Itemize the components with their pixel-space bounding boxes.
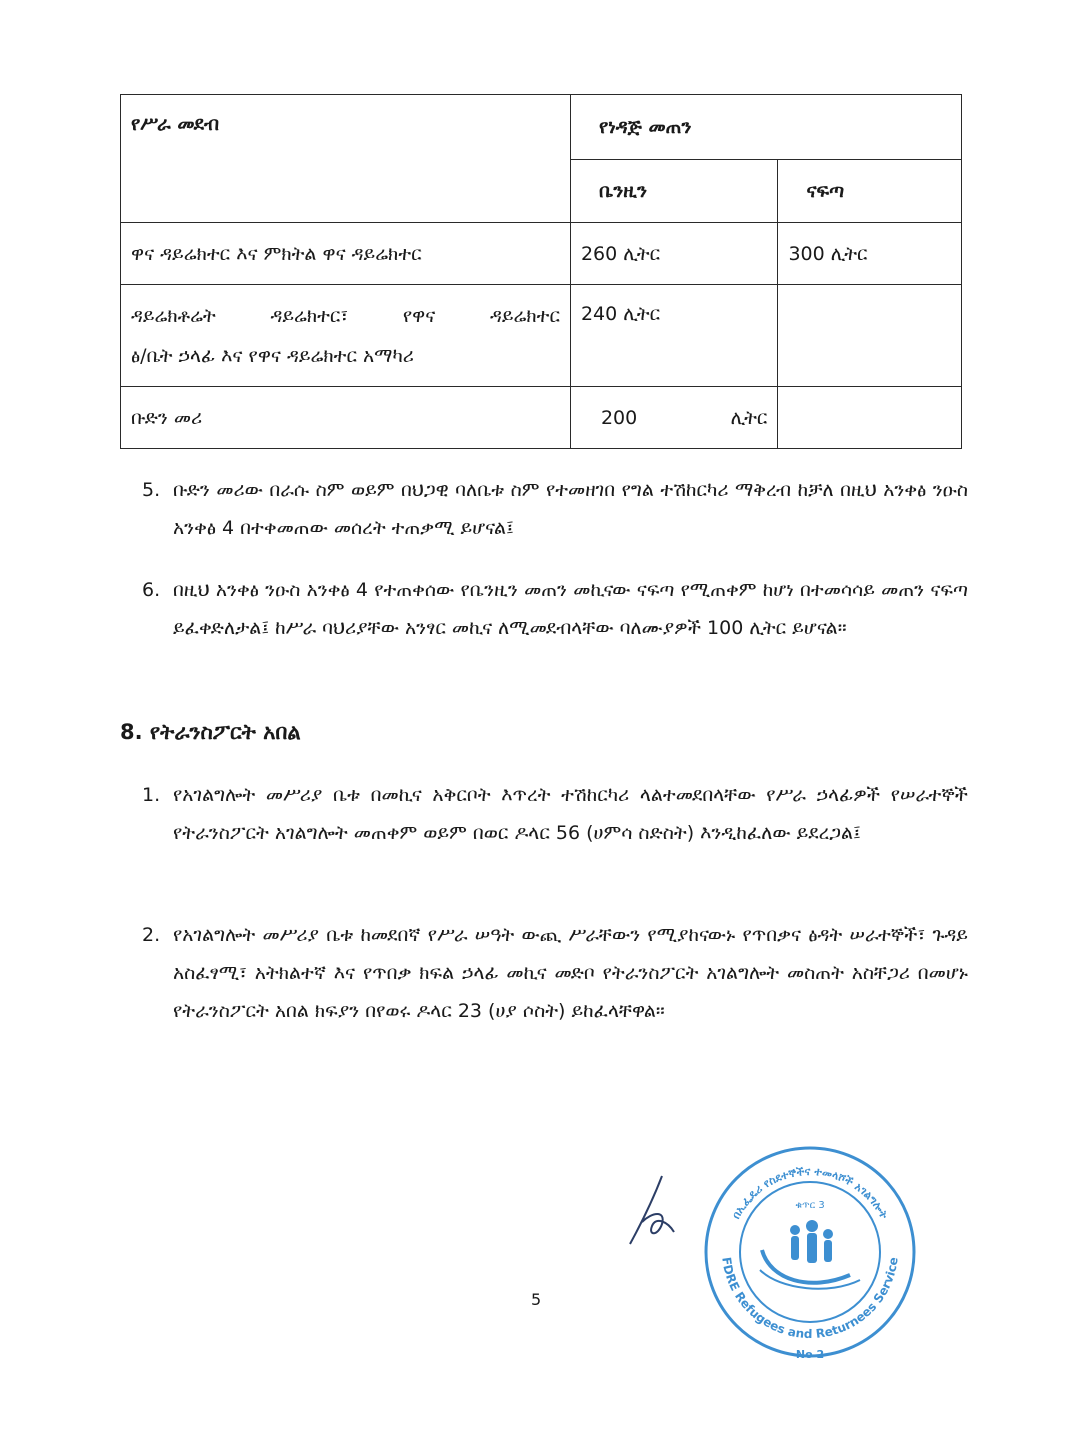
section-heading (120, 720, 301, 745)
row2-job (121, 285, 571, 387)
header-diesel-cell (778, 160, 962, 223)
row2-benzine: 240 ሊትር (570, 285, 777, 387)
row2-job-line1: ዳይሬክቶሬት ዳይሬክተር፣ የዋና ዳይሬክተር (131, 304, 560, 327)
item-5-text: ቡድን መሪው በራሱ ስም ወይም በህጋዊ ባለቤቱ ስም የተመዘገበ የግል ተሽከርካሪ ማቅረብ ከቻለ በዚህ አንቀፅ ንዑስ አንቀፅ 4 በተቀመጠው መሰረት ተጠቃሚ ይሆናል፤ (173, 479, 968, 539)
table-row (121, 223, 962, 285)
section-title: የትራንስፖርት አበል (149, 720, 301, 744)
svg-text:FDRE Refugees and Returnees Se (719, 1256, 900, 1341)
svg-text:በኢፌዴሪ የስደተኞችና ተመላሾች አገልግሎት (729, 1165, 890, 1222)
header-amount: የነዳጅ መጠን (598, 116, 692, 138)
item-5-number: 5. (142, 479, 161, 501)
header-benzine: ቤንዚን (598, 180, 648, 202)
stamp-number-bottom: No 2 (795, 1348, 825, 1361)
row2-diesel (778, 285, 962, 387)
table-row (121, 285, 962, 387)
signature-icon (622, 1172, 682, 1252)
stamp-top-text: በኢፌዴሪ የስደተኞችና ተመላሾች አገልግሎት (729, 1164, 891, 1222)
row1-benzine: 260 ሊትር (570, 223, 777, 285)
row3-benzine (570, 387, 777, 449)
section-number: 8. (120, 720, 143, 744)
item-b2-number: 2. (142, 924, 161, 946)
item-6-text: በዚህ አንቀፅ ንዑስ አንቀፅ 4 የተጠቀሰው የቤንዚን መጠን መኪናው ናፍጣ የሚጠቀም ከሆነ በተመሳሳይ መጠን ናፍጣ ይፈቀድለታል፤ ከሥራ ባህሪያቸው አንፃር መኪና ለሚመደብላቸው ባለሙያዎች 100 ሊትር ይሆናል። (173, 579, 968, 639)
stamp-emblem-icon (760, 1220, 860, 1289)
stamp-number-top: ቁጥር 3 (795, 1200, 825, 1211)
official-stamp (700, 1130, 920, 1370)
item-b1-text: የአገልግሎት መሥሪያ ቤቱ በመኪና አቅርቦት እጥረት ተሽከርካሪ ላልተመደበላቸው የሥራ ኃላፊዎች የሠራተኞች የትራንስፖርት አገልግሎት መጠቀም ወይም በወር ዶላር 56 (ሀምሳ ስድስት) እንዲከፈለው ይደረጋል፤ (173, 784, 968, 844)
header-job-cell (121, 95, 571, 223)
row3-diesel (778, 387, 962, 449)
item-b2-text: የአገልግሎት መሥሪያ ቤቱ ከመደበኛ የሥራ ሠዓት ውጪ ሥራቸውን የሚያከናውኑ የጥበቃና ፅዳት ሠራተኞች፣ ጉዳይ አስፈፃሚ፣ አትክልተኛ እና የጥበቃ ክፍል ኃላፊ መኪና መድቦ የትራንስፖርት አገልግሎት መስጠት አስቸጋሪ በመሆኑ የትራንስፖርት አበል ክፍያን በየወሩ ዶላር 23 (ሀያ ሶስት) ይከፈላቸዋል። (173, 924, 968, 1022)
row1-diesel: 300 ሊትር (778, 223, 962, 285)
item-b1-number: 1. (142, 784, 161, 806)
fuel-allowance-table (120, 94, 962, 449)
header-diesel: ናፍጣ (806, 180, 845, 202)
row2-job-line2: ፅ/ቤት ኃላፊ እና የዋና ዳይሬክተር አማካሪ (131, 344, 414, 367)
item-6-number: 6. (142, 579, 161, 601)
header-amount-cell (570, 95, 961, 160)
row3-benzine-unit: ሊትር (730, 406, 768, 429)
header-benzine-cell (570, 160, 777, 223)
row1-job: ዋና ዳይሬክተር እና ምክትል ዋና ዳይሬክተር (121, 223, 571, 285)
header-job: የሥራ መደብ (131, 113, 220, 135)
row3-job: ቡድን መሪ (121, 387, 571, 449)
stamp-bottom-text: FDRE Refugees and Returnees Service (719, 1256, 901, 1342)
table-header-row (121, 95, 962, 160)
table-row (121, 387, 962, 449)
page-number: 5 (531, 1290, 542, 1309)
row3-benzine-number: 200 (600, 406, 638, 429)
